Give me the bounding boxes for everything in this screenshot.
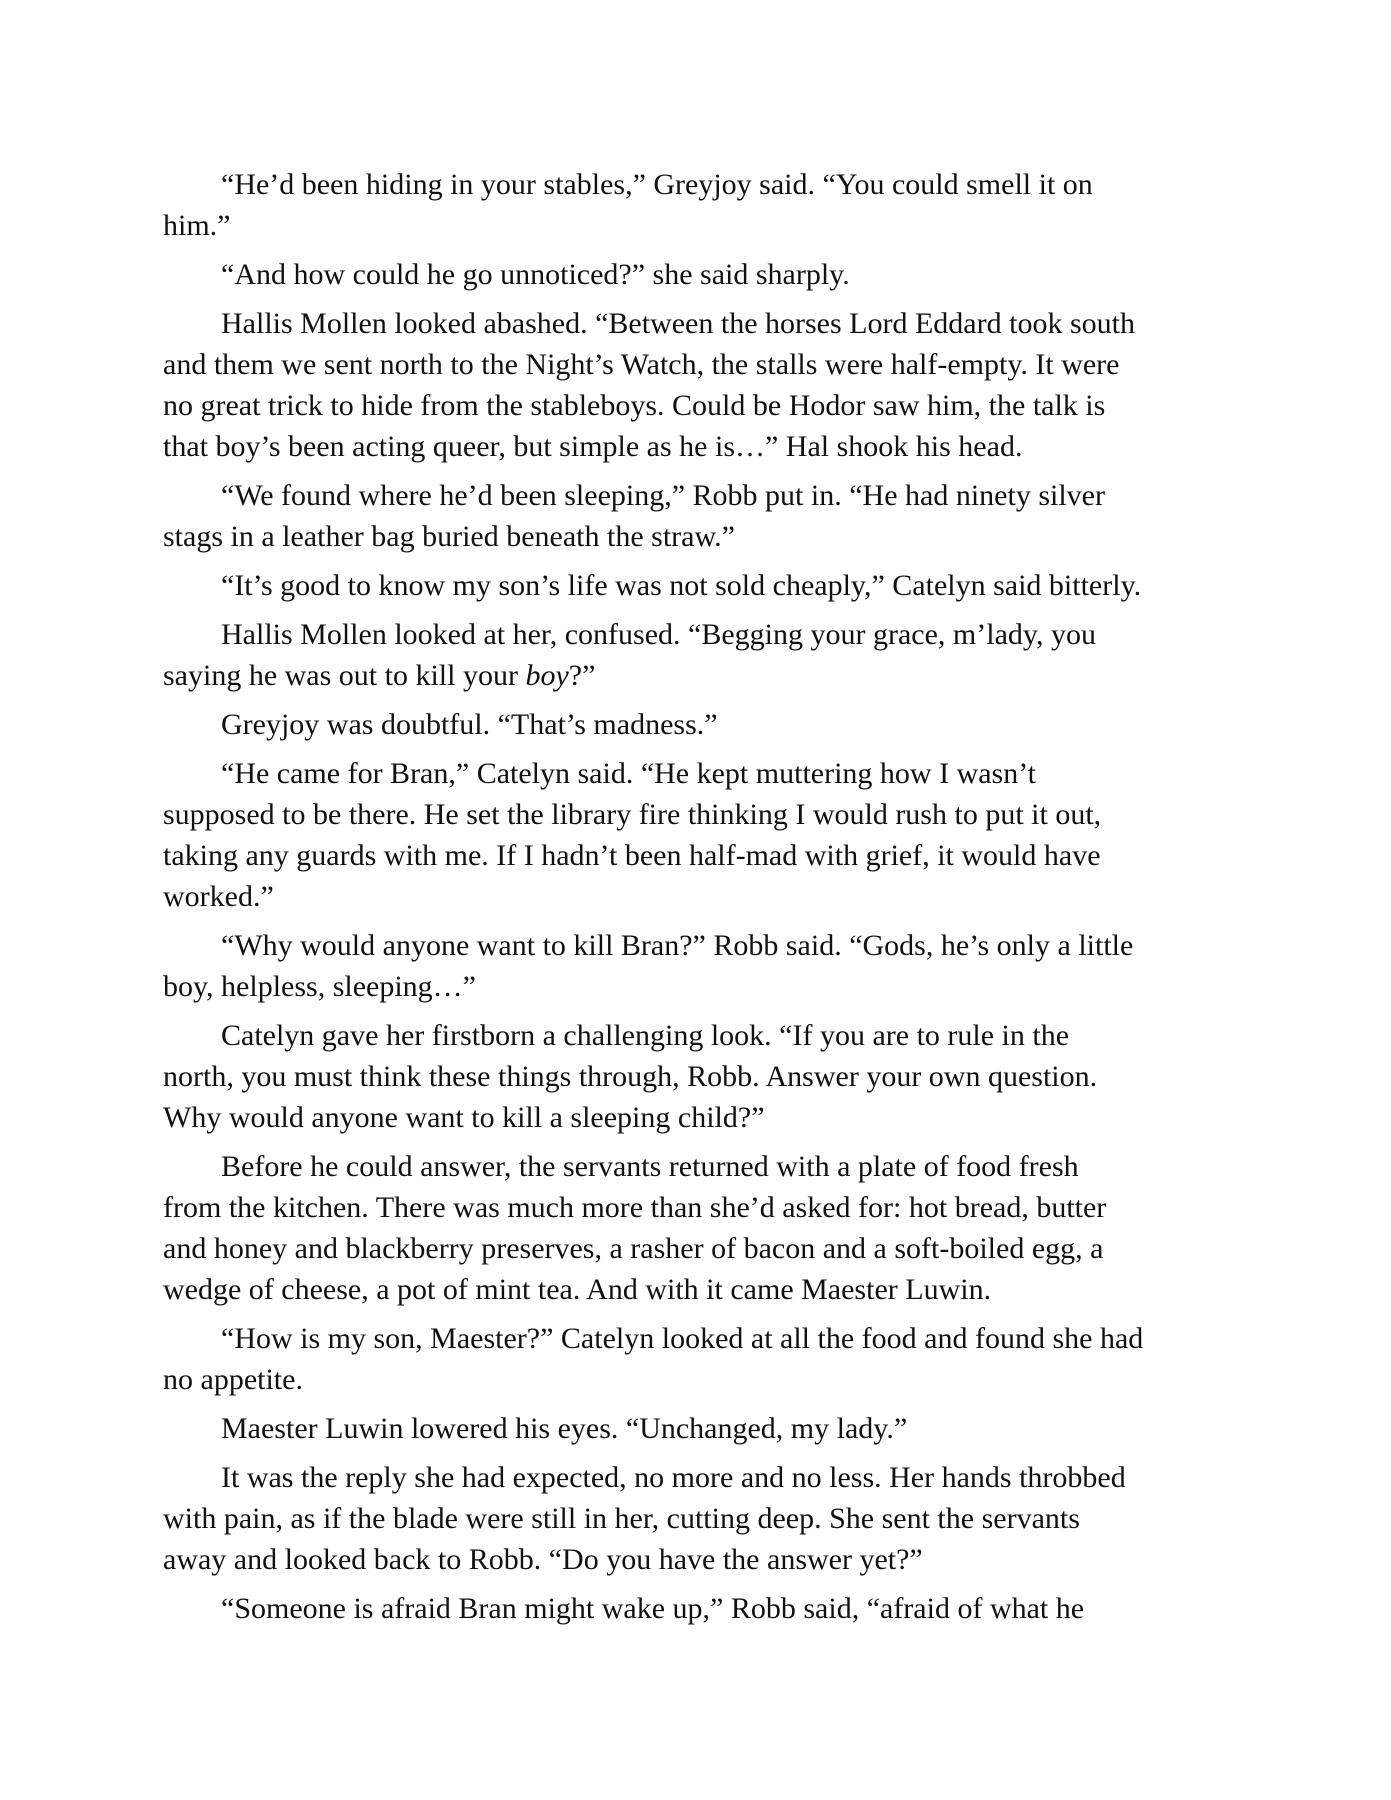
text-line: “How is my son, Maester?” Catelyn looked at all the food and found she had [221,1322,1144,1355]
text-line: “We found where he’d been sleeping,” Robb put in. “He had ninety silver [221,479,1105,512]
paragraph [163,303,1233,467]
text-line: boy, helpless, sleeping…” [163,970,476,1003]
text-line: from the kitchen. There was much more than she’d asked for: hot bread, butter [163,1191,1107,1224]
text-line: that boy’s been acting queer, but simple as he is…” Hal shook his head. [163,430,1023,463]
text-line: Before he could answer, the servants returned with a plate of food fresh [221,1150,1079,1183]
text-line: no appetite. [163,1363,303,1396]
text-line: and honey and blackberry preserves, a rasher of bacon and a soft-boiled egg, a [163,1232,1104,1265]
paragraph [163,254,1233,295]
text-line [163,655,1233,696]
text-line: “And how could he go unnoticed?” she said sharply. [221,258,850,291]
text-line: “Someone is afraid Bran might wake up,” Robb said, “afraid of what he [221,1592,1085,1625]
text-line: Maester Luwin lowered his eyes. “Unchanged, my lady.” [221,1412,908,1445]
paragraph [163,1015,1233,1138]
text-line: Why would anyone want to kill a sleeping child?” [163,1101,765,1134]
text-line: Hallis Mollen looked abashed. “Between the horses Lord Eddard took south [221,307,1135,340]
text-line: stags in a leather bag buried beneath the straw.” [163,520,735,553]
paragraph [163,565,1233,606]
italic-emphasis: boy [525,659,569,692]
text-line: with pain, as if the blade were still in her, cutting deep. She sent the servants [163,1502,1080,1535]
paragraph [163,1588,1233,1629]
paragraph [163,704,1233,745]
paragraph [163,475,1233,557]
paragraph [163,164,1233,246]
text-line: Hallis Mollen looked at her, confused. “Begging your grace, m’lady, you [221,618,1096,651]
paragraph [163,925,1233,1007]
text-segment: saying he was out to kill your [163,659,526,692]
text-line: supposed to be there. He set the library fire thinking I would rush to put it out, [163,798,1102,831]
text-segment: ?” [568,659,596,692]
text-line: him.” [163,209,231,242]
text-line: and them we sent north to the Night’s Watch, the stalls were half-empty. It were [163,348,1120,381]
text-line: “He came for Bran,” Catelyn said. “He kept muttering how I wasn’t [221,757,1037,790]
paragraph [163,1457,1233,1580]
text-line: “He’d been hiding in your stables,” Greyjoy said. “You could smell it on [221,168,1093,201]
document-page [163,164,1233,1637]
text-line: It was the reply she had expected, no more and no less. Her hands throbbed [221,1461,1126,1494]
text-line: no great trick to hide from the stableboys. Could be Hodor saw him, the talk is [163,389,1106,422]
text-line: Greyjoy was doubtful. “That’s madness.” [221,708,718,741]
paragraph [163,1318,1233,1400]
paragraph [163,614,1233,696]
text-line: Catelyn gave her firstborn a challenging look. “If you are to rule in the [221,1019,1070,1052]
text-line: “Why would anyone want to kill Bran?” Robb said. “Gods, he’s only a little [221,929,1134,962]
text-line: north, you must think these things through, Robb. Answer your own question. [163,1060,1098,1093]
paragraph [163,753,1233,917]
paragraph [163,1146,1233,1310]
text-line: away and looked back to Robb. “Do you have the answer yet?” [163,1543,923,1576]
text-line: worked.” [163,880,274,913]
text-line: wedge of cheese, a pot of mint tea. And with it came Maester Luwin. [163,1273,992,1306]
paragraph [163,1408,1233,1449]
text-line: taking any guards with me. If I hadn’t been half-mad with grief, it would have [163,839,1101,872]
text-line: “It’s good to know my son’s life was not sold cheaply,” Catelyn said bitterly. [221,569,1142,602]
